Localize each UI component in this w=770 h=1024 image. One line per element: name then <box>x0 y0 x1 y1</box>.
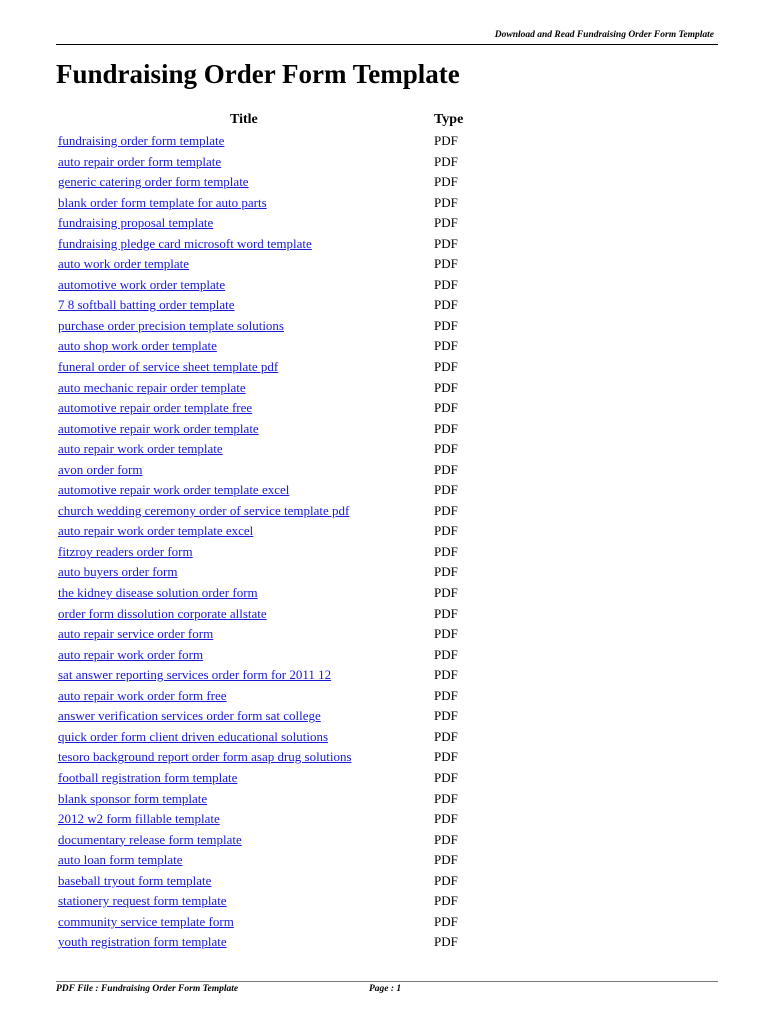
file-type-label: PDF <box>434 276 458 292</box>
file-type-label: PDF <box>434 338 458 354</box>
document-link[interactable]: auto shop work order template <box>58 338 217 354</box>
running-header: Download and Read Fundraising Order Form Template <box>494 30 714 40</box>
file-type-label: PDF <box>434 708 458 724</box>
document-list <box>58 131 478 953</box>
document-link[interactable]: sat answer reporting services order form for 2011 12 <box>58 667 332 683</box>
document-link[interactable]: auto repair order form template <box>58 153 222 169</box>
list-item <box>58 357 478 378</box>
document-link[interactable]: auto repair work order template <box>58 441 223 457</box>
file-type-label: PDF <box>434 359 458 375</box>
document-link[interactable]: quick order form client driven educational solutions <box>58 728 329 744</box>
list-item <box>58 604 478 625</box>
file-type-label: PDF <box>434 831 458 847</box>
document-link[interactable]: auto repair work order form free <box>58 687 227 703</box>
document-link[interactable]: auto loan form template <box>58 852 183 868</box>
document-link[interactable]: funeral order of service sheet template pdf <box>58 359 279 375</box>
list-item <box>58 789 478 810</box>
document-link[interactable]: 2012 w2 form fillable template <box>58 811 220 827</box>
list-item <box>58 645 478 666</box>
list-item <box>58 295 478 316</box>
list-item <box>58 583 478 604</box>
list-item <box>58 665 478 686</box>
file-type-label: PDF <box>434 749 458 765</box>
header-divider <box>56 44 718 45</box>
document-link[interactable]: generic catering order form template <box>58 174 249 190</box>
file-type-label: PDF <box>434 893 458 909</box>
footer-page-number: Page : 1 <box>369 984 402 994</box>
list-item <box>58 439 478 460</box>
file-type-label: PDF <box>434 646 458 662</box>
document-link[interactable]: auto repair service order form <box>58 626 214 642</box>
document-link[interactable]: automotive repair work order template excel <box>58 482 290 498</box>
list-item <box>58 172 478 193</box>
document-link[interactable]: automotive repair order template free <box>58 400 253 416</box>
list-item <box>58 542 478 563</box>
file-type-label: PDF <box>434 543 458 559</box>
list-item <box>58 521 478 542</box>
document-link[interactable]: fundraising order form template <box>58 133 225 148</box>
list-item <box>58 419 478 440</box>
list-item <box>58 830 478 851</box>
document-link[interactable]: fundraising proposal template <box>58 215 214 231</box>
document-link[interactable]: tesoro background report order form asap drug solutions <box>58 749 352 765</box>
list-item <box>58 398 478 419</box>
list-item <box>58 193 478 214</box>
file-type-label: PDF <box>434 482 458 498</box>
document-link[interactable]: purchase order precision template solutions <box>58 317 284 333</box>
list-item <box>58 932 478 953</box>
document-link[interactable]: automotive repair work order template <box>58 420 259 436</box>
file-type-label: PDF <box>434 934 458 950</box>
file-type-label: PDF <box>434 461 458 477</box>
file-type-label: PDF <box>434 317 458 333</box>
list-item <box>58 460 478 481</box>
document-link[interactable]: the kidney disease solution order form <box>58 585 258 601</box>
file-type-label: PDF <box>434 872 458 888</box>
list-item <box>58 686 478 707</box>
file-type-label: PDF <box>434 605 458 621</box>
list-item <box>58 131 478 152</box>
file-type-label: PDF <box>434 687 458 703</box>
document-link[interactable]: answer verification services order form sat college <box>58 708 321 724</box>
file-type-label: PDF <box>434 153 458 169</box>
list-item <box>58 480 478 501</box>
file-type-label: PDF <box>434 215 458 231</box>
file-type-label: PDF <box>434 728 458 744</box>
document-link[interactable]: blank sponsor form template <box>58 790 208 806</box>
list-item <box>58 501 478 522</box>
file-type-label: PDF <box>434 769 458 785</box>
file-type-label: PDF <box>434 667 458 683</box>
document-link[interactable]: baseball tryout form template <box>58 872 212 888</box>
file-type-label: PDF <box>434 235 458 251</box>
document-link[interactable]: documentary release form template <box>58 831 242 847</box>
file-type-label: PDF <box>434 852 458 868</box>
document-link[interactable]: stationery request form template <box>58 893 227 909</box>
document-link[interactable]: avon order form <box>58 461 143 477</box>
file-type-label: PDF <box>434 811 458 827</box>
file-type-label: PDF <box>434 297 458 313</box>
document-link[interactable]: auto mechanic repair order template <box>58 379 246 395</box>
file-type-label: PDF <box>434 174 458 190</box>
document-link[interactable]: blank order form template for auto parts <box>58 194 267 210</box>
list-item <box>58 336 478 357</box>
document-link[interactable]: church wedding ceremony order of service template pdf <box>58 502 350 518</box>
document-link[interactable]: fitzroy readers order form <box>58 543 193 559</box>
list-item <box>58 912 478 933</box>
file-type-label: PDF <box>434 523 458 539</box>
list-item <box>58 727 478 748</box>
list-item <box>58 562 478 583</box>
file-type-label: PDF <box>434 564 458 580</box>
list-item <box>58 706 478 727</box>
file-type-label: PDF <box>434 420 458 436</box>
list-item <box>58 747 478 768</box>
file-type-label: PDF <box>434 400 458 416</box>
list-item <box>58 768 478 789</box>
footer-divider <box>56 981 718 982</box>
list-item <box>58 213 478 234</box>
document-link[interactable]: youth registration form template <box>58 934 227 950</box>
list-item <box>58 275 478 296</box>
document-link[interactable]: auto repair work order form <box>58 646 204 662</box>
list-item <box>58 234 478 255</box>
document-link[interactable]: auto work order template <box>58 256 190 272</box>
file-type-label: PDF <box>434 790 458 806</box>
file-type-label: PDF <box>434 256 458 272</box>
document-link[interactable]: auto buyers order form <box>58 564 178 580</box>
document-link[interactable]: fundraising pledge card microsoft word template <box>58 235 312 251</box>
file-type-label: PDF <box>434 441 458 457</box>
document-link[interactable]: community service template form <box>58 913 234 929</box>
list-item <box>58 624 478 645</box>
file-type-label: PDF <box>434 194 458 210</box>
document-title: Fundraising Order Form Template <box>56 59 460 89</box>
list-item <box>58 152 478 173</box>
file-type-label: PDF <box>434 379 458 395</box>
list-item <box>58 891 478 912</box>
file-type-label: PDF <box>434 133 458 148</box>
list-item <box>58 850 478 871</box>
document-link[interactable]: order form dissolution corporate allstate <box>58 605 267 621</box>
document-link[interactable]: 7 8 softball batting order template <box>58 297 235 313</box>
file-type-label: PDF <box>434 502 458 518</box>
footer-file-label: PDF File : Fundraising Order Form Template <box>56 984 239 994</box>
column-header-title: Title <box>230 112 258 127</box>
document-link[interactable]: football registration form template <box>58 769 238 785</box>
list-item <box>58 316 478 337</box>
file-type-label: PDF <box>434 585 458 601</box>
column-header-type: Type <box>434 112 464 127</box>
list-item <box>58 809 478 830</box>
list-item <box>58 254 478 275</box>
file-type-label: PDF <box>434 913 458 929</box>
document-link[interactable]: automotive work order template <box>58 276 226 292</box>
document-link[interactable]: auto repair work order template excel <box>58 523 254 539</box>
list-item <box>58 378 478 399</box>
list-item <box>58 871 478 892</box>
file-type-label: PDF <box>434 626 458 642</box>
